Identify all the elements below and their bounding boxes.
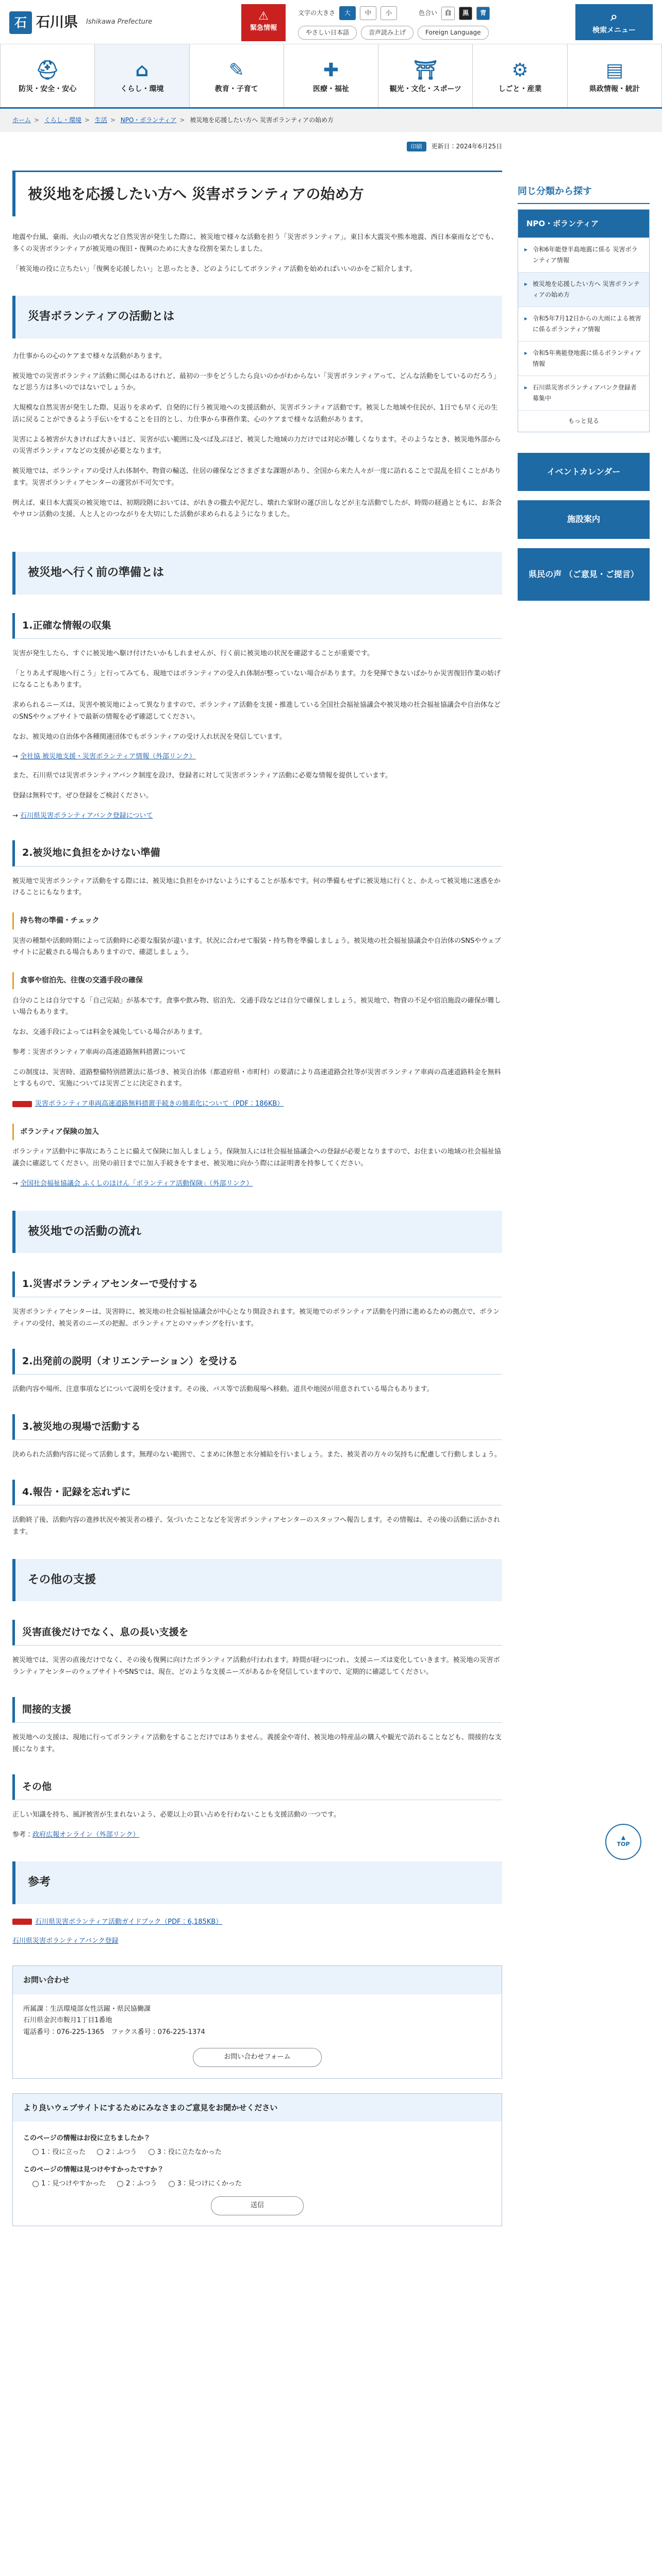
search-icon: ⌕ xyxy=(610,9,618,24)
global-nav xyxy=(0,44,662,109)
page-top-label: TOP xyxy=(617,1841,630,1848)
survey-question: このページの情報は見つけやすかったですか？ xyxy=(23,2166,164,2174)
foreign-language-link[interactable]: Foreign Language xyxy=(418,26,488,40)
nav-label: 県政情報・統計 xyxy=(589,84,640,93)
sidebar-title: 同じ分類から探す xyxy=(518,183,650,204)
internal-link[interactable]: 石川県災害ボランティアバンク登録について xyxy=(20,811,153,820)
link-row: → 全社協 被災地支援・災害ボランティア情報（外部リンク） xyxy=(12,753,196,761)
pdf-icon xyxy=(12,1101,32,1107)
contact-line: 所属課：生活環境部女性活躍・県民協働課 xyxy=(23,2005,151,2013)
color-white[interactable]: 白 xyxy=(441,7,455,20)
subsection-heading: 2.出発前の説明（オリエンテーション）を受ける xyxy=(12,1349,502,1375)
site-header xyxy=(0,0,662,44)
reading-link[interactable]: 音声読み上げ xyxy=(361,26,413,40)
link-row xyxy=(12,1917,502,1928)
paragraph: 災害が発生したら、すぐに被災地へ駆け付けたいかもしれませんが、行く前に被災地の状況を確認することが重要です。 xyxy=(12,649,374,657)
page-title: 被災地を応援したい方へ 災害ボランティアの始め方 xyxy=(12,171,502,216)
radio-icon xyxy=(32,2149,39,2155)
external-link[interactable]: 全社協 被災地支援・災害ボランティア情報（外部リンク） xyxy=(20,753,196,761)
shrine-icon: ⛩ xyxy=(413,60,438,81)
print-button[interactable]: 印刷 xyxy=(407,142,426,151)
utility-links xyxy=(298,26,489,40)
logo-text: 石川県 xyxy=(36,14,78,30)
ref-prefix: 参考： xyxy=(12,1831,33,1839)
contact-box xyxy=(12,1965,502,2078)
facility-guide-banner[interactable]: 施設案内 xyxy=(518,500,650,538)
survey-submit-button[interactable]: 送信 xyxy=(211,2196,304,2215)
paragraph: 災害による被害が大きければ大きいほど、災害が広い範囲に及べば及ぶほど、被災した地域の力だけでは対応が難しくなります。そのようなとき、被災地外部からの災害ボランティアなどの支援が必要となります。 xyxy=(12,435,501,455)
subsection-heading: 災害直後だけでなく、息の長い支援を xyxy=(12,1620,502,1646)
paragraph: なお、交通手段によっては料金を減免している場合があります。 xyxy=(12,1028,206,1036)
paragraph: 被災地での災害ボランティア活動に関心はあるけれど、最初の一歩をどうしたら良いのかがわからない「災害ボランティアって、どんな活動をしているのだろう」など思う方は多いのではないでしょうか。 xyxy=(12,372,500,392)
paragraph: また、石川県では災害ボランティアバンク制度を設け、登録者に対して災害ボランティア活動に必要な情報を提供しています。 xyxy=(12,772,392,779)
page-top-button[interactable] xyxy=(605,1824,641,1860)
paragraph: 求められるニーズは、災害や被災地によって異なりますので、ボランティア活動を支援・推進している全国社会福祉協議会や被災地の社会福祉協議会や自治体などのSNSやウェブサイトで最新の情報を必ず確認してください。 xyxy=(12,701,501,721)
search-menu-button[interactable] xyxy=(575,4,653,40)
section-heading: 被災地での活動の流れ xyxy=(12,1211,502,1253)
nav-label: しごと・産業 xyxy=(498,84,542,93)
paragraph: 活動終了後、活動内容の進捗状況や被災者の様子、気づいたことなどを災害ボランティアセンターのスタッフへ報告します。その情報は、その後の活動に活かされます。 xyxy=(12,1516,501,1536)
link-row: → 全国社会福祉協議会 ふくしのほけん「ボランティア活動保険」（外部リンク） xyxy=(12,1179,253,1188)
breadcrumb-life[interactable]: 生活 xyxy=(94,116,107,124)
main-content xyxy=(12,132,502,2257)
survey-option[interactable]: 2：ふつう xyxy=(97,2147,137,2159)
paragraph: 活動内容や場所、注意事項などについて説明を受けます。その後、バス等で活動現場へ移動。道具や地図が用意されている場合もあります。 xyxy=(12,1385,434,1393)
subsection-heading: 4.報告・記録を忘れずに xyxy=(12,1480,502,1505)
section-heading: 被災地へ行く前の準備とは xyxy=(12,552,502,595)
logo-english: Ishikawa Prefecture xyxy=(86,18,153,26)
paragraph: 被災地では、ボランティアの受け入れ体制や、物資の輸送、住居の確保などさまざまな課題があり、全国から来た人々が一度に訪れることで混乱を招くことがあります。災害ボランティアセンターの運営が不可欠です。 xyxy=(12,467,501,487)
search-menu-label: 検索メニュー xyxy=(592,26,636,35)
subsection-heading: 3.被災地の現場で活動する xyxy=(12,1414,502,1440)
nav-government[interactable] xyxy=(568,44,662,107)
minor-heading: ボランティア保険の加入 xyxy=(12,1124,502,1141)
intro-paragraph: 地震や台風、豪雨、火山の噴火など自然災害が発生した際に、被災地で様々な活動を担う「災害ボランティア」。東日本大震災や熊本地震、西日本豪雨などでも、多くの災害ボランティアが被災地の復旧・復興のために大きな役割を果たしました。 xyxy=(12,233,498,253)
link-row xyxy=(12,1098,502,1110)
sidebar-item-current[interactable]: ▸ 被災地を応援したい方へ 災害ボランティアの始め方 xyxy=(518,272,649,307)
link-row xyxy=(12,1936,502,1947)
breadcrumb-home[interactable]: ホーム xyxy=(12,116,31,124)
link-row xyxy=(12,1829,502,1841)
page-meta xyxy=(12,132,502,155)
font-size-large[interactable]: 大 xyxy=(339,6,356,20)
nav-tourism[interactable] xyxy=(378,44,473,107)
paragraph: 参考：災害ボランティア車両の高速道路無料措置について xyxy=(12,1048,186,1056)
breadcrumb-npo[interactable]: NPO・ボランティア xyxy=(120,116,177,124)
document-icon: ▤ xyxy=(605,60,623,81)
paragraph: 決められた活動内容に従って活動します。無理のない範囲で、こまめに休憩と水分補給を行いましょう。また、被災者の方々の気持ちに配慮して行動しましょう。 xyxy=(12,1451,501,1459)
pdf-link[interactable]: 災害ボランティア車両高速道路無料措置手続きの簡素化について（PDF：186KB） xyxy=(35,1100,284,1108)
contact-line: 電話番号：076-225-1365 ファクス番号：076-225-1374 xyxy=(23,2028,205,2036)
sidebar xyxy=(518,132,650,2257)
display-settings xyxy=(298,6,490,20)
citizens-voice-banner[interactable]: 県民の声 （ご意見・ご提言） xyxy=(518,548,650,601)
sidebar-item[interactable]: ▸ 令和5年奥能登地震に係るボランティア情報 xyxy=(518,341,649,376)
paragraph: 登録は無料です。ぜひ登録をご検討ください。 xyxy=(12,791,153,800)
event-calendar-banner[interactable]: イベントカレンダー xyxy=(518,453,650,491)
survey-option[interactable]: 3：見つけにくかった xyxy=(169,2178,242,2190)
nav-label: 医療・福祉 xyxy=(312,84,349,93)
survey-option[interactable]: 3：役に立たなかった xyxy=(148,2147,222,2159)
font-size-small[interactable]: 小 xyxy=(380,6,397,20)
paragraph: 自分のことは自分でする「自己完結」が基本です。食事や飲み物、宿泊先、交通手段などは自分で確保しましょう。被災地で、物資の不足や宿泊施設の確保が難しい場合もあります。 xyxy=(12,996,501,1016)
paragraph: 被災地への支援は、現地に行ってボランティア活動をすることだけではありません。義援金や寄付、被災地の特産品の購入や観光で訪れることなども、間接的な支援になります。 xyxy=(12,1734,502,1753)
breadcrumb: ホーム > くらし・環境 > 生活 > NPO・ボランティア > 被災地を応援したい方へ 災害ボランティアの始め方 xyxy=(0,109,662,132)
sidebar-item[interactable]: ▸ 石川県災害ボランティアバンク登録者募集中 xyxy=(518,376,649,410)
radio-icon xyxy=(148,2149,155,2155)
nav-living[interactable] xyxy=(95,44,189,107)
pdf-icon xyxy=(12,1919,32,1925)
breadcrumb-living[interactable]: くらし・環境 xyxy=(44,116,81,124)
nav-label: 防災・安全・安心 xyxy=(19,84,77,93)
breadcrumb-current: 被災地を応援したい方へ 災害ボランティアの始め方 xyxy=(190,116,334,124)
section-heading: その他の支援 xyxy=(12,1559,502,1602)
sidebar-item[interactable]: ▸ 令和5年7月12日からの大雨による被害に係るボランティア情報 xyxy=(518,307,649,341)
updated-date: 更新日：2024年6月25日 xyxy=(431,143,502,150)
nav-education[interactable] xyxy=(190,44,284,107)
nav-label: くらし・環境 xyxy=(120,84,164,93)
nav-industry[interactable] xyxy=(473,44,567,107)
paragraph: 例えば、東日本大震災の被災地では、初期段階においては、がれきの撤去や泥だし、壊れた家財の運び出しなどが主な活動でしたが、時間の経過とともに、お茶会やサロン活動の支援、人と人とのつながりを大切にした活動が求められるようになりました。 xyxy=(12,499,502,519)
minor-heading: 持ち物の準備・チェック xyxy=(12,912,502,929)
arrow-up-icon: ▲ xyxy=(621,1834,626,1841)
external-link[interactable]: 全国社会福祉協議会 ふくしのほけん「ボランティア活動保険」（外部リンク） xyxy=(20,1179,253,1188)
emergency-label: 緊急情報 xyxy=(250,24,277,32)
font-size-label: 文字の大きさ xyxy=(298,9,336,16)
paragraph: 被災地で災害ボランティア活動をする際には、被災地に負担をかけないようにすることが基本です。何の準備もせずに被災地に行くと、かえって被災地に迷惑をかけることにもなります。 xyxy=(12,877,501,897)
paragraph: 被災地では、災害の直後だけでなく、その後も復興に向けたボランティア活動が行われます。時間が経つにつれ、支援ニーズは変化していきます。被災地の災害ボランティアセンターのウェブサイトやSNSでは、現在、どのような支援ニーズがあるかを発信していますので、定期的に確認してください。 xyxy=(12,1656,500,1676)
font-size-medium[interactable]: 中 xyxy=(360,6,376,20)
nav-medical[interactable] xyxy=(284,44,378,107)
paragraph: 災害ボランティアセンターは、災害時に、被災地の社会福祉協議会が中心となり開設されます。被災地でのボランティア活動を円滑に進めるための拠点で、ボランティアの受付、被災者のニーズの把握、ボランティアとのマッチングを行います。 xyxy=(12,1308,500,1328)
feedback-survey xyxy=(12,2093,502,2226)
survey-option[interactable]: 1：役に立った xyxy=(32,2147,86,2159)
house-icon: ⌂ xyxy=(135,60,149,81)
nav-safety[interactable] xyxy=(0,44,95,107)
sidebar-category-box xyxy=(518,209,650,432)
color-black[interactable]: 黒 xyxy=(459,7,472,20)
emergency-info-button[interactable] xyxy=(241,4,286,41)
helmet-icon: ⛑ xyxy=(36,60,59,81)
nav-label: 教育・子育て xyxy=(214,84,258,93)
radio-icon xyxy=(97,2149,103,2155)
section-heading: 参考 xyxy=(12,1861,502,1904)
survey-question: このページの情報はお役に立ちましたか？ xyxy=(23,2134,151,2142)
gear-icon: ⚙ xyxy=(511,60,528,81)
sidebar-more-link[interactable]: もっと見る xyxy=(518,410,649,432)
survey-heading: より良いウェブサイトにするためにみなさまのご意見をお聞かせください xyxy=(13,2094,502,2122)
contact-line: 石川県金沢市鞍月1丁目1番地 xyxy=(23,2016,112,2025)
pdf-link[interactable]: 石川県災害ボランティア活動ガイドブック（PDF：6,185KB） xyxy=(35,1918,223,1926)
external-link[interactable]: 政府広報オンライン（外部リンク） xyxy=(32,1831,140,1839)
link-row: → 石川県災害ボランティアバンク登録について xyxy=(12,811,153,820)
contact-form-button[interactable]: お問い合わせフォーム xyxy=(193,2048,322,2067)
color-blue[interactable]: 青 xyxy=(476,7,490,20)
paragraph: 災害の種類や活動時期によって活動時に必要な服装が違います。状況に合わせて服装・持ち物を準備しましょう。被災地の社会福祉協議会や自治体のSNSやウェブサイトに記載される場合もありますので、確認しましょう。 xyxy=(12,937,501,957)
subsection-heading: 2.被災地に負担をかけない準備 xyxy=(12,840,502,866)
paragraph: 大規模な自然災害が発生した際、見返りを求めず、自発的に行う被災地への支援活動が、災害ボランティア活動です。被災した地域や住民が、1日でも早く元の生活に戻ることができるよう手伝いをすることを目的とし、力仕事から事務作業、心のケアまで様々な活動があります。 xyxy=(12,404,498,423)
medical-cross-icon: ✚ xyxy=(323,60,339,81)
survey-option[interactable]: 1：見つけやすかった xyxy=(32,2178,106,2190)
paragraph: この制度は、災害時、道路整備特別措置法に基づき、被災自治体（都道府県・市町村）の要請により高速道路会社等が災害ボランティア車両の高速道路料金を無料とするもので、実施については災害ごとに決定されます。 xyxy=(12,1068,501,1088)
minor-heading: 食事や宿泊先、往復の交通手段の確保 xyxy=(12,972,502,989)
easy-japanese-link[interactable]: やさしい日本語 xyxy=(298,26,357,40)
site-logo[interactable] xyxy=(9,10,152,35)
subsection-heading: 1.正確な情報の収集 xyxy=(12,613,502,639)
sidebar-item[interactable]: ▸ 令和6年能登半島地震に係る 災害ボランティア情報 xyxy=(518,238,649,272)
survey-option[interactable]: 2：ふつう xyxy=(117,2178,157,2190)
paragraph: 正しい知識を持ち、風評被害が生まれないよう、必要以上の買い占めを行わないことも支援活動の一つです。 xyxy=(12,1810,340,1819)
sidebar-category-heading: NPO・ボランティア xyxy=(518,210,649,238)
pencil-icon: ✎ xyxy=(228,60,244,81)
paragraph: なお、被災地の自治体や各種関連団体でもボランティアの受け入れ状況を発信しています。 xyxy=(12,733,286,741)
subsection-heading: 1.災害ボランティアセンターで受付する xyxy=(12,1272,502,1297)
subsection-heading: その他 xyxy=(12,1774,502,1800)
nav-label: 観光・文化・スポーツ xyxy=(389,84,461,93)
paragraph: ボランティア活動中に事故にあうことに備えて保険に加入しましょう。保険加入には社会福祉協議会への登録が必要となりますので、お住まいの地域の社会福祉協議会に確認してください。出発の前日までに加入手続きをすませ、被災地に向かう際には証明書を持参してください。 xyxy=(12,1148,501,1167)
radio-icon xyxy=(169,2181,175,2187)
contact-heading: お問い合わせ xyxy=(13,1966,502,1994)
paragraph: 力仕事からの心のケアまで様々な活動があります。 xyxy=(12,352,166,360)
paragraph: 「とりあえず現地へ行こう」と行ってみても、現地ではボランティアの受入れ体制が整っていない場合があります。力を発揮できないばかりか災害復旧作業の妨げになることもあります。 xyxy=(12,669,501,689)
radio-icon xyxy=(32,2181,39,2187)
radio-icon xyxy=(117,2181,123,2187)
internal-link[interactable]: 石川県災害ボランティアバンク登録 xyxy=(12,1937,119,1945)
warning-icon: ⚠ xyxy=(258,10,269,23)
section-heading: 災害ボランティアの活動とは xyxy=(12,296,502,338)
subsection-heading: 間接的支援 xyxy=(12,1697,502,1723)
prefecture-emblem-icon: 石 xyxy=(9,11,32,34)
intro-paragraph: 「被災地の役に立ちたい」「復興を応援したい」と思ったとき、どのようにしてボランティア活動を始めればいいのかをご紹介します。 xyxy=(12,265,417,273)
color-label: 色合い xyxy=(419,9,438,16)
